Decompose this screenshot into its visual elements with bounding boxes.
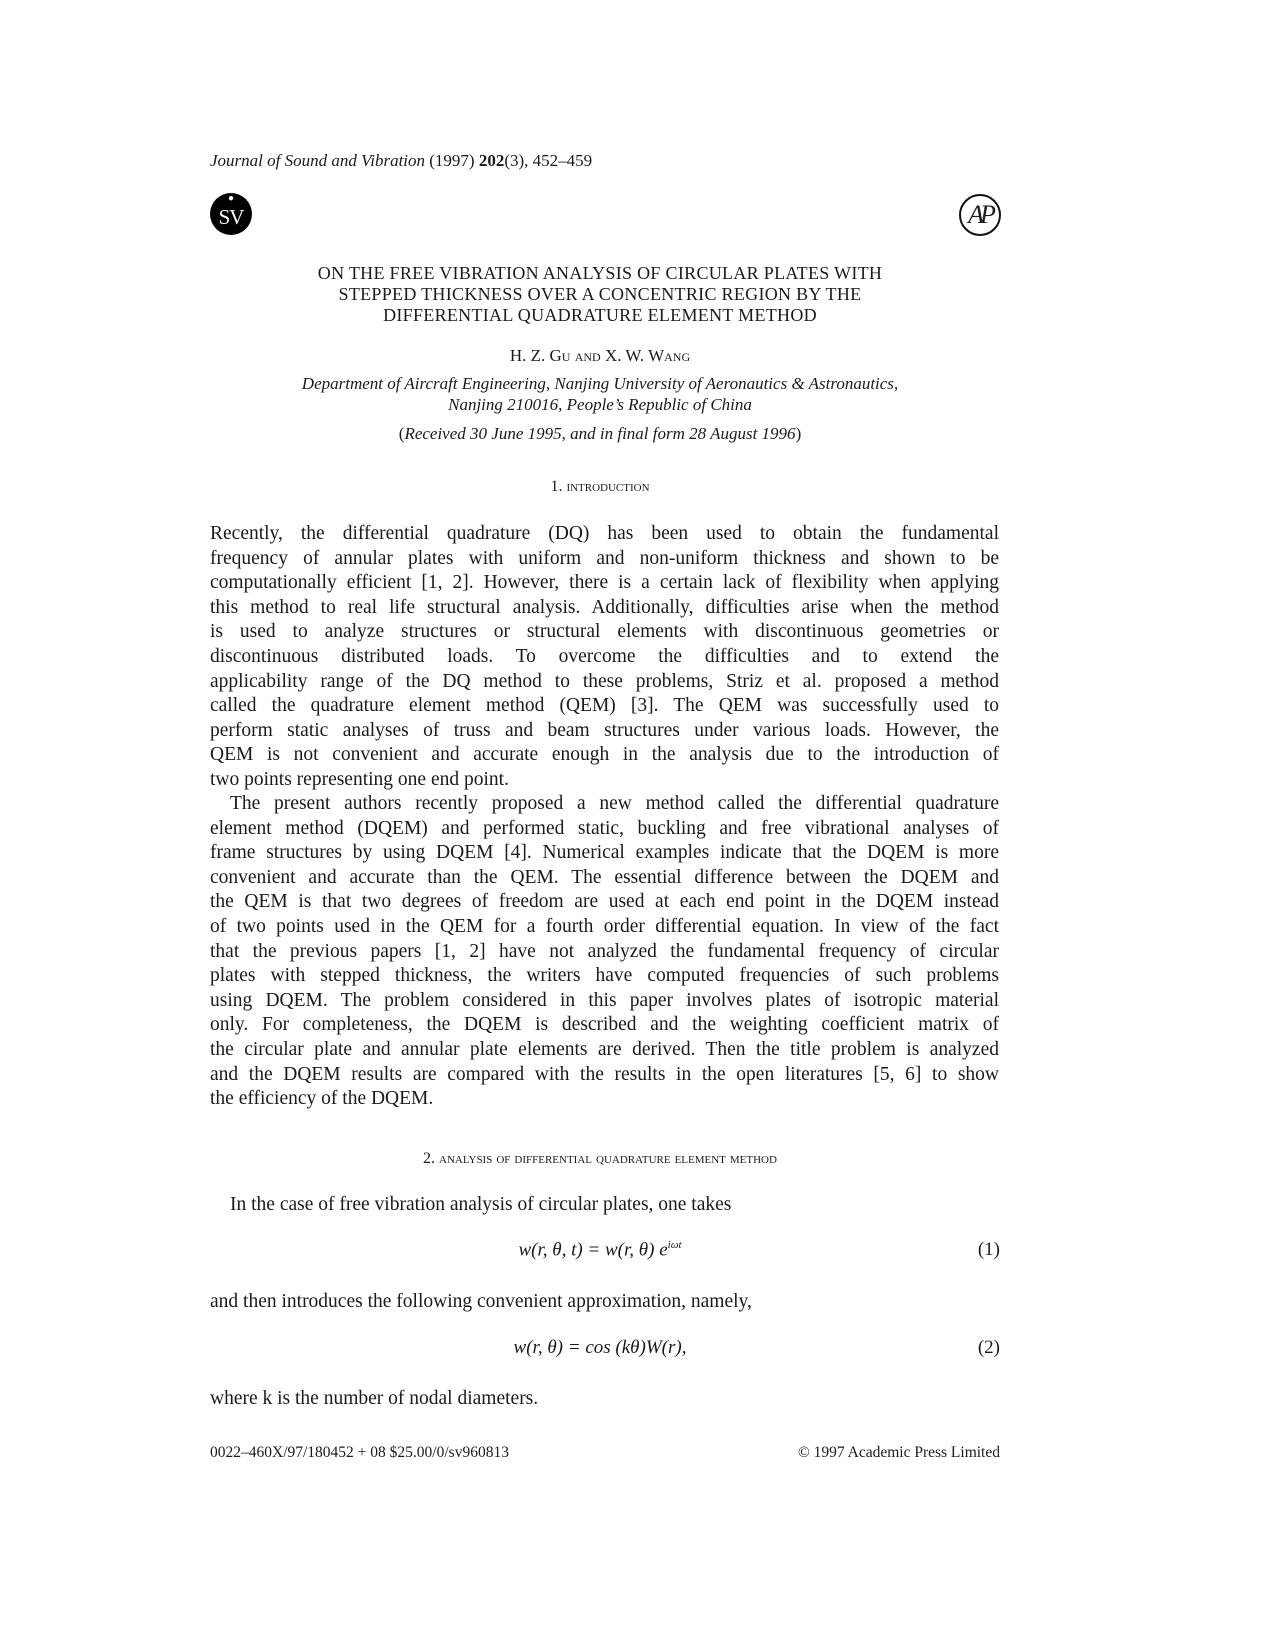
received-dates: (Received 30 June 1995, and in final form 28 August 1996) — [398, 424, 802, 443]
paragraph-1 — [210, 522, 999, 793]
text-line: Recently, the differential quadrature (DQ) has been used to obtain the fundamental — [210, 523, 999, 544]
text-line: two points representing one end point. — [210, 768, 509, 790]
paragraph-3 — [210, 1193, 999, 1218]
text-line: this method to real life structural analysis. Additionally, difficulties arise when the method — [210, 596, 999, 618]
title-line: ON THE FREE VIBRATION ANALYSIS OF CIRCULAR PLATES WITH — [317, 263, 883, 283]
text-line: using DQEM. The problem considered in this paper involves plates of isotropic material — [210, 989, 999, 1011]
text-line: frequency of annular plates with uniform and non-uniform thickness and shown to be — [210, 547, 999, 569]
section-title: analysis of differential quadrature element method — [439, 1150, 777, 1167]
affiliation — [200, 373, 1000, 415]
journal-name: Journal of Sound and Vibration — [210, 151, 426, 170]
journal-year: (1997) — [429, 151, 475, 170]
text-line: QEM is not convenient and accurate enough in the analysis due to the introduction of — [210, 744, 999, 766]
sv-logo-icon: ● SV — [210, 193, 252, 235]
sv-logo-text: SV — [218, 205, 244, 229]
authors: H. Z. Gu and X. W. Wang — [509, 346, 691, 365]
text-line: the circular plate and annular plate elements are derived. Then the title problem is analyzed — [210, 1038, 999, 1060]
text-line: frame structures by using DQEM [4]. Numerical examples indicate that the DQEM is more — [210, 842, 999, 864]
journal-volume: 202 — [478, 151, 505, 170]
section-number: 2. — [423, 1150, 436, 1167]
text-line: called the quadrature element method (QEM) [3]. The QEM was successfully used to — [210, 695, 999, 717]
text-line: computationally efficient [1, 2]. However, there is a certain lack of flexibility when applying — [210, 572, 999, 594]
text-line: In the case of free vibration analysis of circular plates, one takes — [230, 1194, 732, 1215]
text-line: the efficiency of the DQEM. — [210, 1088, 434, 1110]
text-line: and the DQEM results are compared with the results in the open literatures [5, 6] to show — [210, 1063, 999, 1085]
text-line: only. For completeness, the DQEM is described and the weighting coefficient matrix of — [210, 1014, 999, 1036]
equation-exponent: iωt — [667, 1239, 682, 1251]
text-line: of two points used in the QEM for a fourth order differential equation. In view of the fact — [210, 915, 999, 937]
section-number: 1. — [550, 478, 563, 495]
title-line: STEPPED THICKNESS OVER A CONCENTRIC REGION BY THE — [338, 284, 862, 304]
section-heading-2 — [200, 1150, 1000, 1168]
equation-number: (1) — [977, 1239, 1000, 1260]
text-line: element method (DQEM) and performed static, buckling and free vibrational analyses of — [210, 817, 999, 839]
paragraph-2 — [210, 792, 999, 1112]
paper-title — [200, 263, 1000, 326]
journal-issue-pages: (3), 452–459 — [504, 151, 593, 170]
journal-citation — [210, 151, 592, 171]
text-line: and then introduces the following convenient approximation, namely, — [210, 1291, 752, 1312]
ap-logo-text: AP — [968, 200, 992, 229]
text-line: the QEM is that two degrees of freedom are used at each end point in the DQEM instead — [210, 891, 999, 913]
text-line: discontinuous distributed loads. To overcome the difficulties and to extend the — [210, 645, 999, 667]
footer-copyright: © 1997 Academic Press Limited — [797, 1444, 1000, 1461]
received-date-1: 30 June 1995 — [470, 424, 562, 443]
equation-expression: w(r, θ) = cos (kθ)W(r), — [513, 1337, 687, 1358]
ap-logo-icon — [959, 194, 1001, 236]
text-line: The present authors recently proposed a new method called the differential quadrature — [230, 793, 999, 814]
received-label: Received — [404, 424, 466, 443]
footer-code: 0022–460X/97/180452 + 08 $25.00/0/sv960813 — [210, 1444, 509, 1461]
paragraph-5 — [210, 1387, 999, 1412]
section-heading-1 — [200, 478, 1000, 496]
text-line: plates with stepped thickness, the writers have computed frequencies of such problems — [210, 965, 999, 987]
text-line: applicability range of the DQ method to these problems, Striz et al. proposed a method — [210, 670, 999, 692]
equation-number: (2) — [977, 1337, 1000, 1358]
text-line: is used to analyze structures or structural elements with discontinuous geometries or — [210, 621, 999, 643]
affiliation-line: Department of Aircraft Engineering, Nanjing University of Aeronautics & Astronautics, — [301, 374, 899, 393]
text-line: where k is the number of nodal diameters. — [210, 1388, 539, 1409]
text-line: perform static analyses of truss and beam structures under various loads. However, the — [210, 719, 999, 741]
text-line: convenient and accurate than the QEM. The essential difference between the DQEM and — [210, 866, 999, 888]
paragraph-4 — [210, 1290, 999, 1315]
received-middle: and in final form — [570, 424, 685, 443]
affiliation-line: Nanjing 210016, People’s Republic of China — [448, 395, 752, 414]
text-line: that the previous papers [1, 2] have not analyzed the fundamental frequency of circular — [210, 940, 999, 962]
title-line: DIFFERENTIAL QUADRATURE ELEMENT METHOD — [383, 305, 817, 325]
received-date-2: 28 August 1996 — [689, 424, 796, 443]
section-title: introduction — [566, 478, 650, 495]
equation-expression: w(r, θ, t) = w(r, θ) e — [518, 1239, 668, 1261]
